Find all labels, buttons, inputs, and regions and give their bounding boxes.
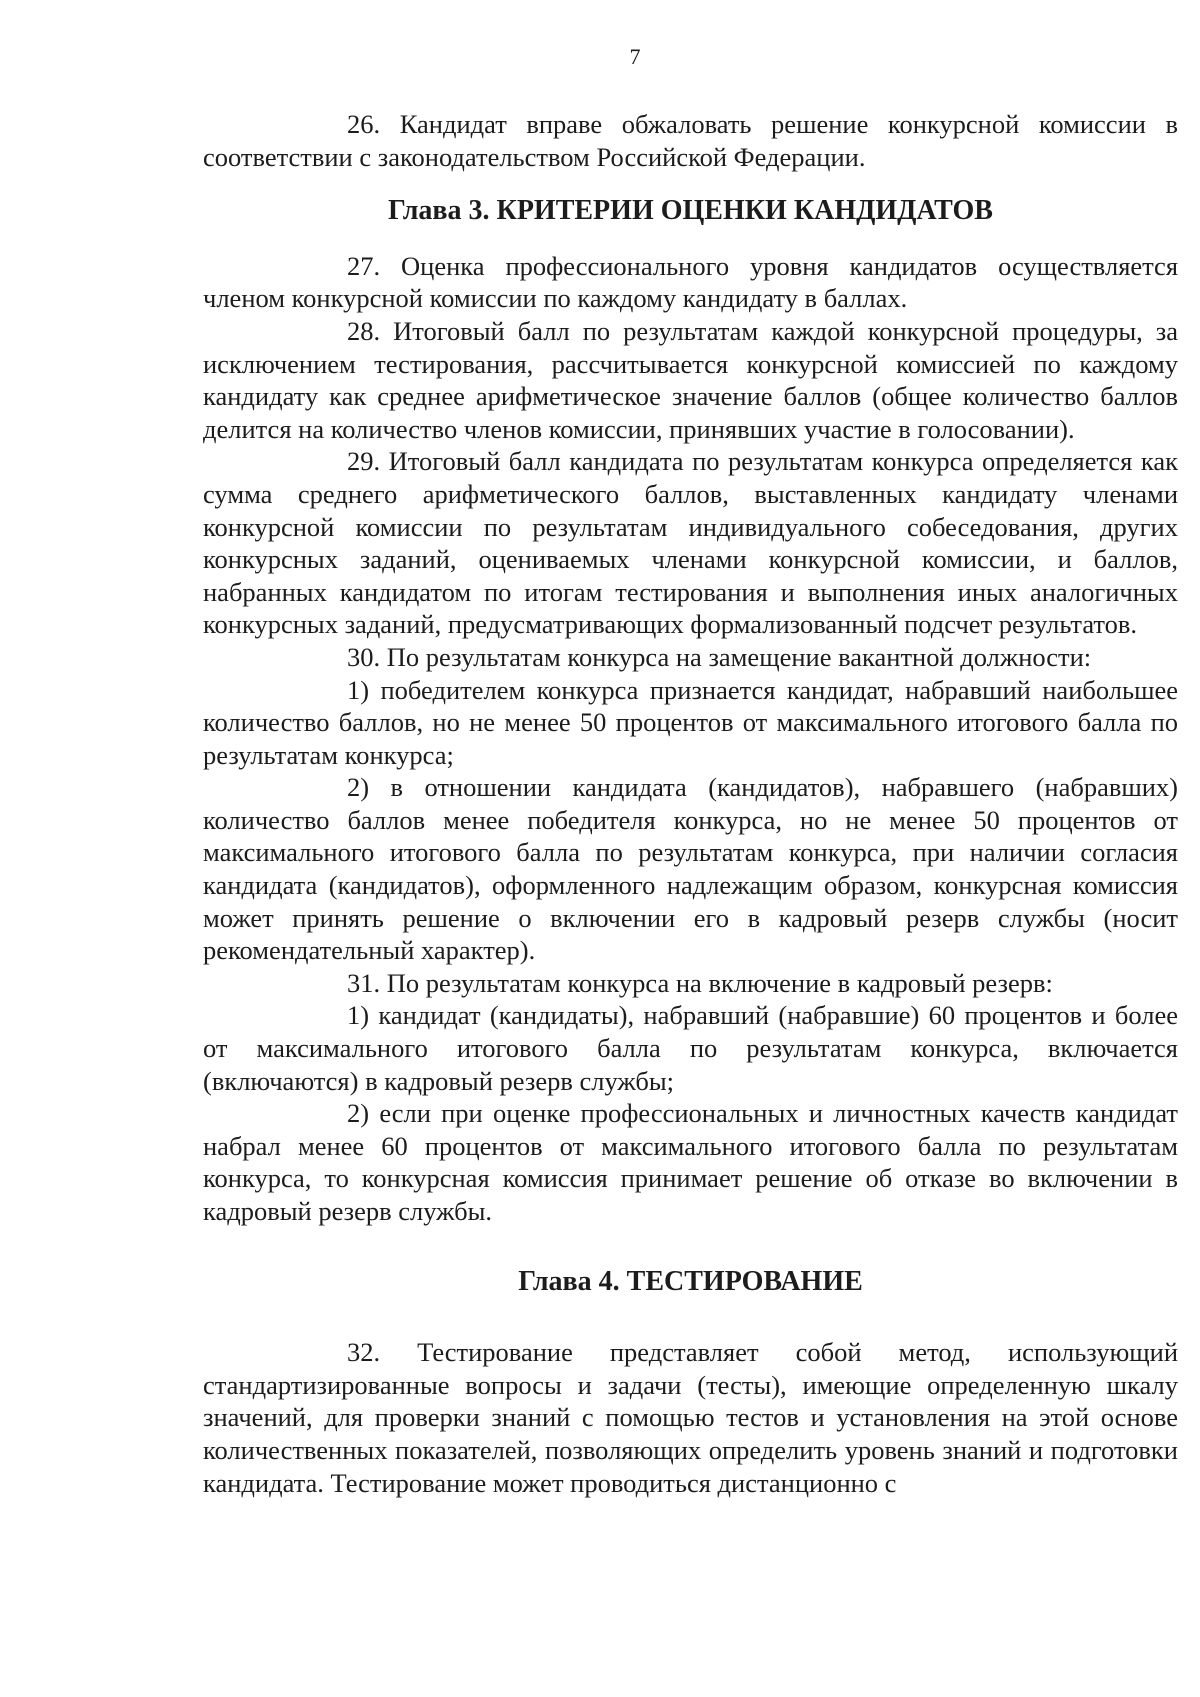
paragraph-number: 26. bbox=[347, 109, 381, 139]
paragraph-30 bbox=[203, 641, 1178, 674]
chapter-4-heading: Глава 4. ТЕСТИРОВАНИЕ bbox=[518, 1265, 863, 1297]
list-item-text: победителем конкурса признается кандидат, набравший наибольшее количество баллов, но не менее 50 процентов от максимального итогового балла по результатам конкурса; bbox=[203, 674, 1179, 770]
paragraph-number: 32. bbox=[347, 1337, 381, 1368]
chapter-3-heading: Глава 3. КРИТЕРИИ ОЦЕНКИ КАНДИДАТОВ bbox=[388, 195, 993, 227]
list-item-text: кандидат (кандидаты), набравший (набравшие) 60 процентов и более от максимального итогового балла по результатам конкурса, включается (включаются) в кадровый резерв службы; bbox=[203, 1000, 1178, 1096]
paragraph-32 bbox=[203, 1336, 1178, 1499]
paragraph-text: Итоговый балл по результатам каждой конкурсной процедуры, за исключением тестирования, рассчитывается конкурсной комиссией по каждому кандидату как среднее арифметическое значение баллов (общее количество баллов делится на количество членов комиссии, принявших участие в голосовании). bbox=[203, 315, 1179, 444]
paragraph-29 bbox=[203, 445, 1178, 641]
paragraph-28 bbox=[203, 315, 1178, 445]
list-item-number: 2) bbox=[347, 1098, 370, 1129]
list-item-number: 2) bbox=[347, 772, 370, 803]
paragraph-number: 29. bbox=[347, 446, 381, 477]
paragraph-number: 27. bbox=[347, 250, 381, 281]
paragraph-text: Тестирование представляет собой метод, использующий стандартизированные вопросы и задачи (тесты), имеющие определенную шкалу значений, для проверки знаний с помощью тестов и установления на этой основе количественных показателей, позволяющих определить уровень знаний и подготовки кандидата. Тестирование может проводиться дистанционно с bbox=[203, 1337, 1179, 1498]
paragraph-30-item-2 bbox=[203, 771, 1178, 967]
paragraph-number: 28. bbox=[347, 315, 381, 346]
paragraph-text: По результатам конкурса на включение в кадровый резерв: bbox=[386, 967, 1053, 998]
paragraph-text: Кандидат вправе обжаловать решение конкурсной комиссии в соответствии с законодательством Российской Федерации. bbox=[203, 109, 1179, 172]
paragraph-31-item-2 bbox=[203, 1097, 1178, 1227]
list-item-number: 1) bbox=[347, 1000, 370, 1031]
paragraph-text: Оценка профессионального уровня кандидатов осуществляется членом конкурсной комиссии по каждому кандидату в баллах. bbox=[203, 250, 1179, 314]
list-item-number: 1) bbox=[347, 674, 370, 705]
paragraph-text: По результатам конкурса на замещение вакантной должности: bbox=[386, 641, 1092, 672]
paragraph-31-item-1 bbox=[203, 999, 1178, 1097]
paragraph-30-item-1 bbox=[203, 674, 1178, 772]
list-item-text: если при оценке профессиональных и личностных качеств кандидат набрал менее 60 процентов от максимального итогового балла по результатам конкурса, то конкурсная комиссия принимает решение об отказе во включении в кадровый резерв службы. bbox=[203, 1098, 1179, 1226]
document-body bbox=[203, 108, 1178, 1499]
paragraph-26 bbox=[203, 108, 1178, 173]
paragraph-number: 31. bbox=[347, 967, 381, 998]
list-item-text: в отношении кандидата (кандидатов), набравшего (набравших) количество баллов менее победителя конкурса, но не менее 50 процентов от максимального итогового балла по результатам конкурса, при наличии согласия кандидата (кандидатов), оформленного надлежащим образом, конкурсная комиссия может принять решение о включении его в кадровый резерв службы (носит рекомендательный характер). bbox=[203, 772, 1179, 966]
paragraph-text: Итоговый балл кандидата по результатам конкурса определяется как сумма среднего арифметического баллов, выставленных кандидату членами конкурсной комиссии по результатам индивидуального собеседования, других конкурсных заданий, оцениваемых членами конкурсной комиссии, и баллов, набранных кандидатом по итогам тестирования и выполнения иных аналогичных конкурсных заданий, предусматривающих формализованный подсчет результатов. bbox=[203, 446, 1179, 640]
page-number: 7 bbox=[629, 44, 641, 69]
paragraph-31 bbox=[203, 967, 1178, 1000]
paragraph-27 bbox=[203, 250, 1178, 315]
paragraph-number: 30. bbox=[347, 641, 381, 672]
